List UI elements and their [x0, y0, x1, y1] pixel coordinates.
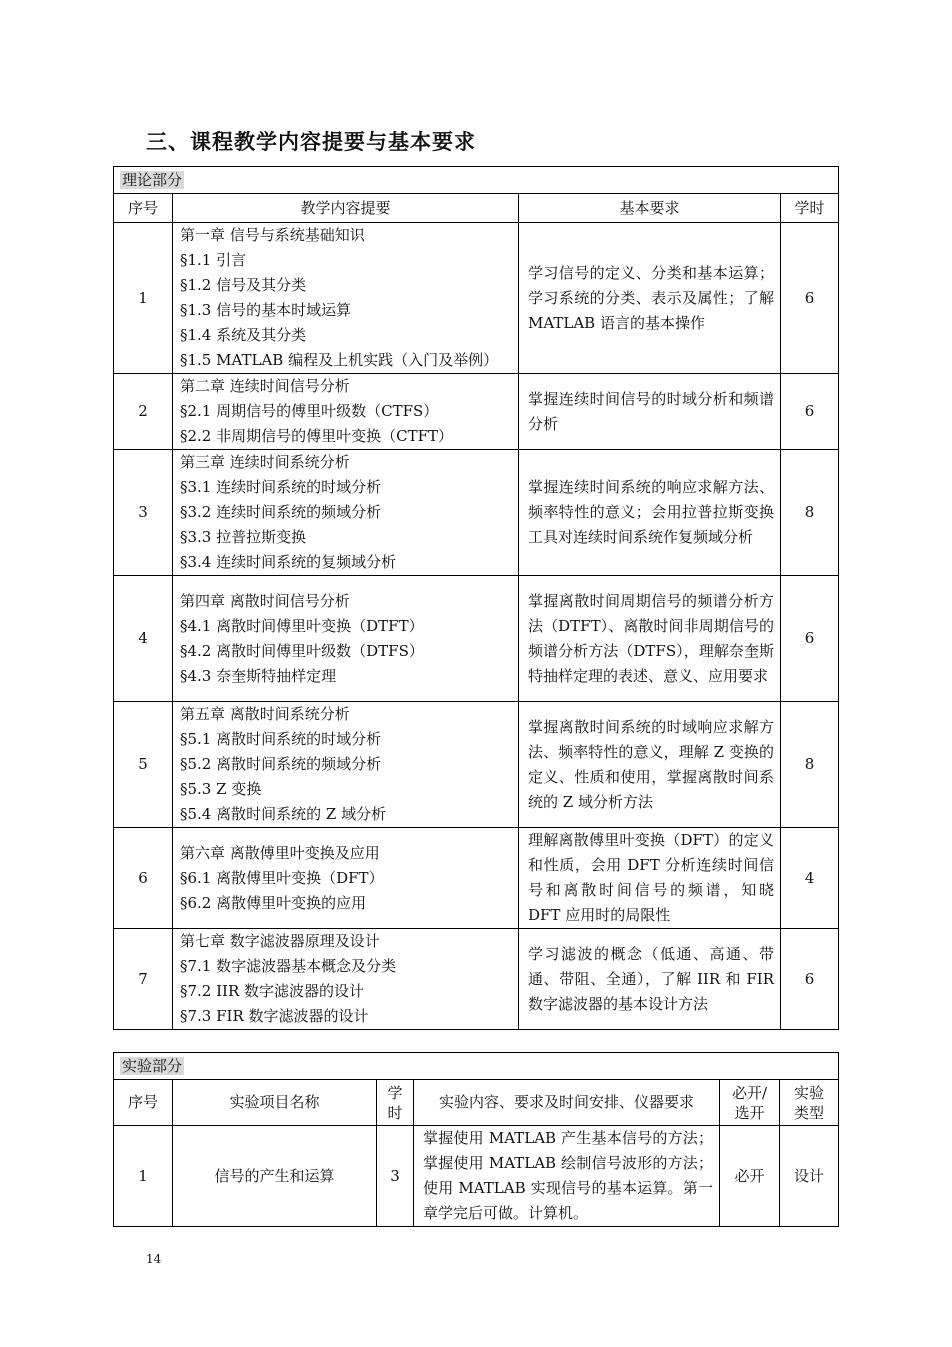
- requirement-text: 掌握离散时间周期信号的频谱分析方法（DTFT）、离散时间非周期信号的频谱分析方法（DTFS），理解奈奎斯特抽样定理的表述、意义、应用要求: [519, 576, 781, 702]
- lab-name: 信号的产生和运算: [173, 1126, 377, 1227]
- content-line: 第六章 离散傅里叶变换及应用: [180, 843, 380, 862]
- content-outline: [173, 929, 519, 1030]
- content-outline: [173, 450, 519, 576]
- table-row: [114, 1126, 839, 1227]
- content-line: §4.3 奈奎斯特抽样定理: [180, 666, 337, 685]
- content-line: §1.2 信号及其分类: [180, 276, 307, 294]
- row-number: 6: [114, 828, 173, 929]
- content-line: §3.4 连续时间系统的复频域分析: [180, 553, 397, 571]
- requirement-text: 学习滤波的概念（低通、高通、带通、带阻、全通），了解 IIR 和 FIR 数字滤波器的基本设计方法: [519, 929, 781, 1030]
- theory-table: [113, 166, 839, 1030]
- lab-section-header: [114, 1053, 839, 1080]
- content-line: 第七章 数字滤波器原理及设计: [180, 932, 380, 950]
- content-line: 第三章 连续时间系统分析: [180, 453, 350, 471]
- table-row: [114, 828, 839, 929]
- header-type: 实验类型: [780, 1080, 839, 1126]
- hours-value: 8: [781, 450, 839, 576]
- requirement-text: 理解离散傅里叶变换（DFT）的定义和性质，会用 DFT 分析连续时间信号和离散时间信号的频谱，知晓 DFT 应用时的局限性: [519, 828, 781, 929]
- content-line: §5.4 离散时间系统的 Z 域分析: [180, 805, 387, 823]
- requirement-text: 掌握连续时间信号的时域分析和频谱分析: [519, 374, 781, 450]
- content-outline: [173, 828, 519, 929]
- content-line: §7.2 IIR 数字滤波器的设计: [180, 982, 365, 1000]
- content-line: §4.2 离散时间傅里叶级数（DTFS）: [180, 641, 424, 660]
- hours-value: 6: [781, 223, 839, 374]
- requirement-text: 学习信号的定义、分类和基本运算；学习系统的分类、表示及属性；了解 MATLAB 语言的基本操作: [519, 223, 781, 374]
- content-line: §3.1 连续时间系统的时域分析: [180, 478, 382, 496]
- content-line: §7.3 FIR 数字滤波器的设计: [180, 1007, 369, 1025]
- content-line: §4.1 离散时间傅里叶变换（DTFT）: [180, 616, 424, 635]
- requirement-text: 掌握离散时间系统的时域响应求解方法、频率特性的意义，理解 Z 变换的定义、性质和使用，掌握离散时间系统的 Z 域分析方法: [519, 702, 781, 828]
- content-line: §6.1 离散傅里叶变换（DFT）: [180, 868, 384, 887]
- page-number: 14: [146, 1252, 162, 1266]
- content-line: §5.1 离散时间系统的时域分析: [180, 730, 382, 748]
- content-line: 第四章 离散时间信号分析: [180, 591, 350, 610]
- lab-table: [113, 1052, 839, 1227]
- content-line: 第五章 离散时间系统分析: [180, 705, 350, 723]
- content-outline: [173, 223, 519, 374]
- content-outline: [173, 374, 519, 450]
- required-value: 必开: [720, 1126, 780, 1227]
- row-number: 4: [114, 576, 173, 702]
- row-number: 1: [114, 223, 173, 374]
- content-line: §2.2 非周期信号的傅里叶变换（CTFT）: [180, 427, 454, 445]
- content-line: 第一章 信号与系统基础知识: [180, 226, 365, 244]
- content-line: §5.3 Z 变换: [180, 780, 262, 798]
- lab-header-row: [114, 1080, 839, 1126]
- hours-value: 6: [781, 929, 839, 1030]
- content-outline: [173, 576, 519, 702]
- header-hours: 学时: [377, 1080, 414, 1126]
- theory-section-label: 理论部分: [122, 170, 183, 189]
- header-content: 教学内容提要: [173, 194, 519, 223]
- lab-content: 掌握使用 MATLAB 产生基本信号的方法；掌握使用 MATLAB 绘制信号波形的方法；使用 MATLAB 实现信号的基本运算。第一章学完后可做。计算机。: [414, 1126, 720, 1227]
- row-number: 2: [114, 374, 173, 450]
- hours-value: 4: [781, 828, 839, 929]
- content-line: §1.5 MATLAB 编程及上机实践（入门及举例）: [180, 351, 499, 369]
- header-requirement: 基本要求: [519, 194, 781, 223]
- content-line: §1.3 信号的基本时域运算: [180, 301, 352, 319]
- content-line: §5.2 离散时间系统的频域分析: [180, 755, 382, 773]
- content-line: §6.2 离散傅里叶变换的应用: [180, 893, 367, 912]
- theory-header-row: [114, 194, 839, 223]
- header-hours: 学时: [781, 194, 839, 223]
- hours-value: 8: [781, 702, 839, 828]
- table-row: [114, 576, 839, 702]
- hours-value: 6: [781, 576, 839, 702]
- content-line: §2.1 周期信号的傅里叶级数（CTFS）: [180, 402, 439, 420]
- header-required: 必开/选开: [720, 1080, 780, 1126]
- hours-value: 6: [781, 374, 839, 450]
- content-line: 第二章 连续时间信号分析: [180, 377, 350, 395]
- table-row: [114, 702, 839, 828]
- header-name: 实验项目名称: [173, 1080, 377, 1126]
- content-line: §3.3 拉普拉斯变换: [180, 528, 307, 546]
- row-number: 5: [114, 702, 173, 828]
- table-row: [114, 223, 839, 374]
- row-number: 1: [114, 1126, 173, 1227]
- lab-type-value: 设计: [780, 1126, 839, 1227]
- content-line: §7.1 数字滤波器基本概念及分类: [180, 957, 397, 975]
- content-outline: [173, 702, 519, 828]
- row-number: 7: [114, 929, 173, 1030]
- requirement-text: 掌握连续时间系统的响应求解方法、频率特性的意义；会用拉普拉斯变换工具对连续时间系统作复频域分析: [519, 450, 781, 576]
- table-row: [114, 450, 839, 576]
- theory-section-header: [114, 167, 839, 194]
- header-content: 实验内容、要求及时间安排、仪器要求: [414, 1080, 720, 1126]
- page-title: 三、课程教学内容提要与基本要求: [146, 129, 476, 154]
- table-row: [114, 929, 839, 1030]
- row-number: 3: [114, 450, 173, 576]
- hours-value: 3: [377, 1126, 414, 1227]
- content-line: §3.2 连续时间系统的频域分析: [180, 503, 382, 521]
- content-line: §1.1 引言: [180, 251, 247, 269]
- lab-section-label: 实验部分: [122, 1056, 183, 1075]
- content-line: §1.4 系统及其分类: [180, 326, 307, 344]
- table-row: [114, 374, 839, 450]
- header-no: 序号: [114, 1080, 173, 1126]
- header-no: 序号: [114, 194, 173, 223]
